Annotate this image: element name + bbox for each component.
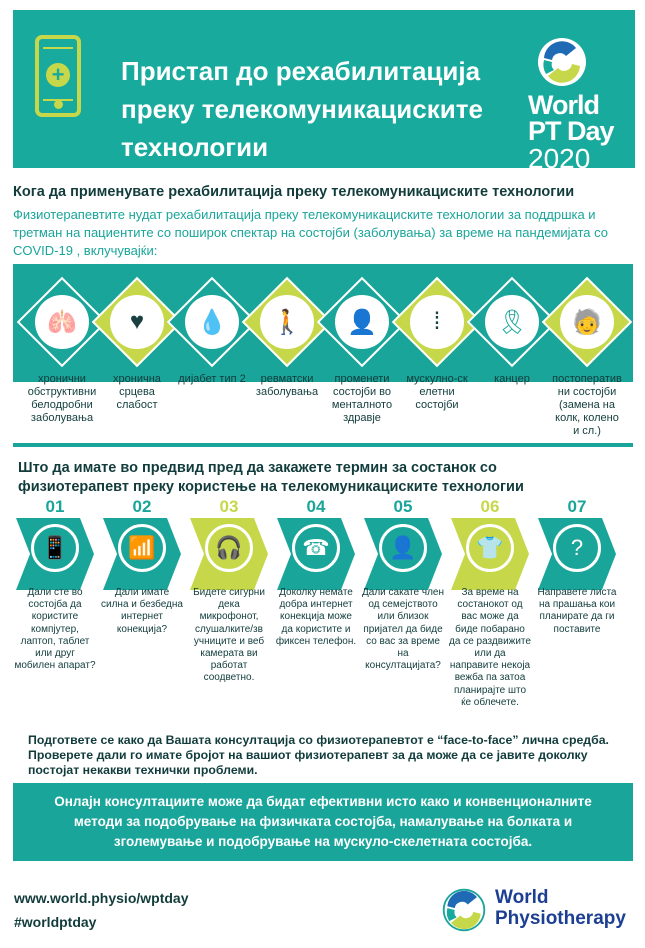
walking-person-icon: 🚶 bbox=[260, 295, 314, 349]
heart-icon: ♥ bbox=[110, 295, 164, 349]
condition-label: хронична срцева слабост bbox=[113, 373, 161, 411]
section-heading-what: Што да имате во предвид пред да закажете термин за состанок со физиотерапевт преку користење на телекомуникациските технологии bbox=[18, 460, 524, 495]
preparation-note: Подгответе се како да Вашата консултација со физиотерапевтот е “face-to-face” лична средба. Проверете дали го имате бројот на вашиот физиотерапевт за да може да се јавите доколку постојат некакви технички проблеми. bbox=[28, 733, 609, 777]
condition-label: дијабет тип 2 bbox=[178, 373, 246, 385]
condition-label: хронични обструктивни белодробни заболувања bbox=[27, 373, 97, 424]
summary-box bbox=[13, 783, 633, 861]
drop-icon: 💧 bbox=[185, 295, 239, 349]
step-text: Доколку немате добра интернет конекција може да користите и фиксен телефон. bbox=[275, 587, 357, 647]
step-number: 07 bbox=[567, 497, 587, 516]
step-text: За време на состанокот од вас може да биде побарано да се раздвижите или да направите некоја вежба па затоа планирајте што ќе облечете. bbox=[449, 587, 531, 708]
step-text: Направете листа на прашања кои планирате да ги поставите bbox=[537, 587, 617, 635]
step-number: 02 bbox=[132, 497, 152, 516]
spine-icon: ⁞ bbox=[410, 295, 464, 349]
headset-icon: 🎧 bbox=[205, 524, 253, 572]
world-physiotherapy-emblem-icon bbox=[440, 886, 488, 934]
step-text: Дали сте во состојба да користите компјутер, лаптоп, таблет или друг мобилен апарат? bbox=[14, 587, 96, 672]
header-banner: + Пристап до рехабилитација преку телекомуникациските технологии World PT Day 2020 bbox=[13, 10, 635, 168]
lungs-icon: 🫁 bbox=[35, 295, 89, 349]
tshirt-icon: 👕 bbox=[466, 524, 514, 572]
divider bbox=[13, 443, 633, 447]
wifi-icon: 📶 bbox=[118, 524, 166, 572]
question-bubble-icon: ? bbox=[553, 524, 601, 572]
ribbon-icon: 🎗 bbox=[485, 295, 539, 349]
condition-label: канцер bbox=[494, 373, 530, 385]
intro-text: Физиотерапевтите нудат рехабилитација преку телекомуникациските технологии за поддршка и третман на пациентите со поширок спектар на состојби (заболувања) за време на пандемијата со COVID-19 , вклучувајќи: bbox=[13, 207, 609, 258]
person-icon: 👤 bbox=[379, 524, 427, 572]
condition-label: мускулно-ск елетни состојби bbox=[406, 373, 468, 411]
event-year: 2020 bbox=[528, 143, 591, 174]
condition-label: постоператив ни состојби (замена на колк, колено и сл.) bbox=[552, 373, 622, 437]
summary-text: Онлајн консултациите може да бидат ефективни исто како и конвенционалните методи за подобрување на физичката состојба, намалување на болката и зголемување и подобрување на мускуло-скелетната состојба. bbox=[54, 794, 592, 849]
step-number: 04 bbox=[306, 497, 326, 516]
step-number: 01 bbox=[45, 497, 65, 516]
head-brain-icon: 👤 bbox=[335, 295, 389, 349]
phone-icon: ☎ bbox=[292, 524, 340, 572]
world-physiotherapy-logo: World Physiotherapy bbox=[440, 884, 630, 936]
footer-links bbox=[14, 886, 189, 934]
step-text: Дали сакате член од семејството или близок пријател да биде со вас за време на консултацијата? bbox=[362, 587, 444, 672]
page-title: Пристап до рехабилитација преку телекомуникациските технологии bbox=[121, 56, 483, 162]
condition-label: променети состојби во менталното здравје bbox=[331, 373, 393, 424]
condition-label: ревматски заболувања bbox=[255, 373, 319, 398]
person-sitting-icon: 🧓 bbox=[560, 295, 614, 349]
step-number: 03 bbox=[219, 497, 239, 516]
smartphone-icon: 📱 bbox=[31, 524, 79, 572]
step-text: Дали имате силна и безбедна интернет конекција? bbox=[101, 587, 183, 635]
section-heading-when: Кога да применувате рехабилитација преку телекомуникациските технологии bbox=[13, 184, 575, 200]
step-number: 06 bbox=[480, 497, 500, 516]
website-link[interactable]: www.world.physio/wptday bbox=[14, 890, 189, 906]
step-text: Бидете сигурни дека микрофонот, слушалките/зв учниците и веб камерата ви работат соодветно. bbox=[193, 587, 265, 684]
hashtag-text: #worldptday bbox=[14, 914, 97, 930]
smartphone-medical-icon: + bbox=[35, 35, 81, 117]
step-number: 05 bbox=[393, 497, 413, 516]
world-pt-day-emblem-icon bbox=[536, 36, 588, 88]
